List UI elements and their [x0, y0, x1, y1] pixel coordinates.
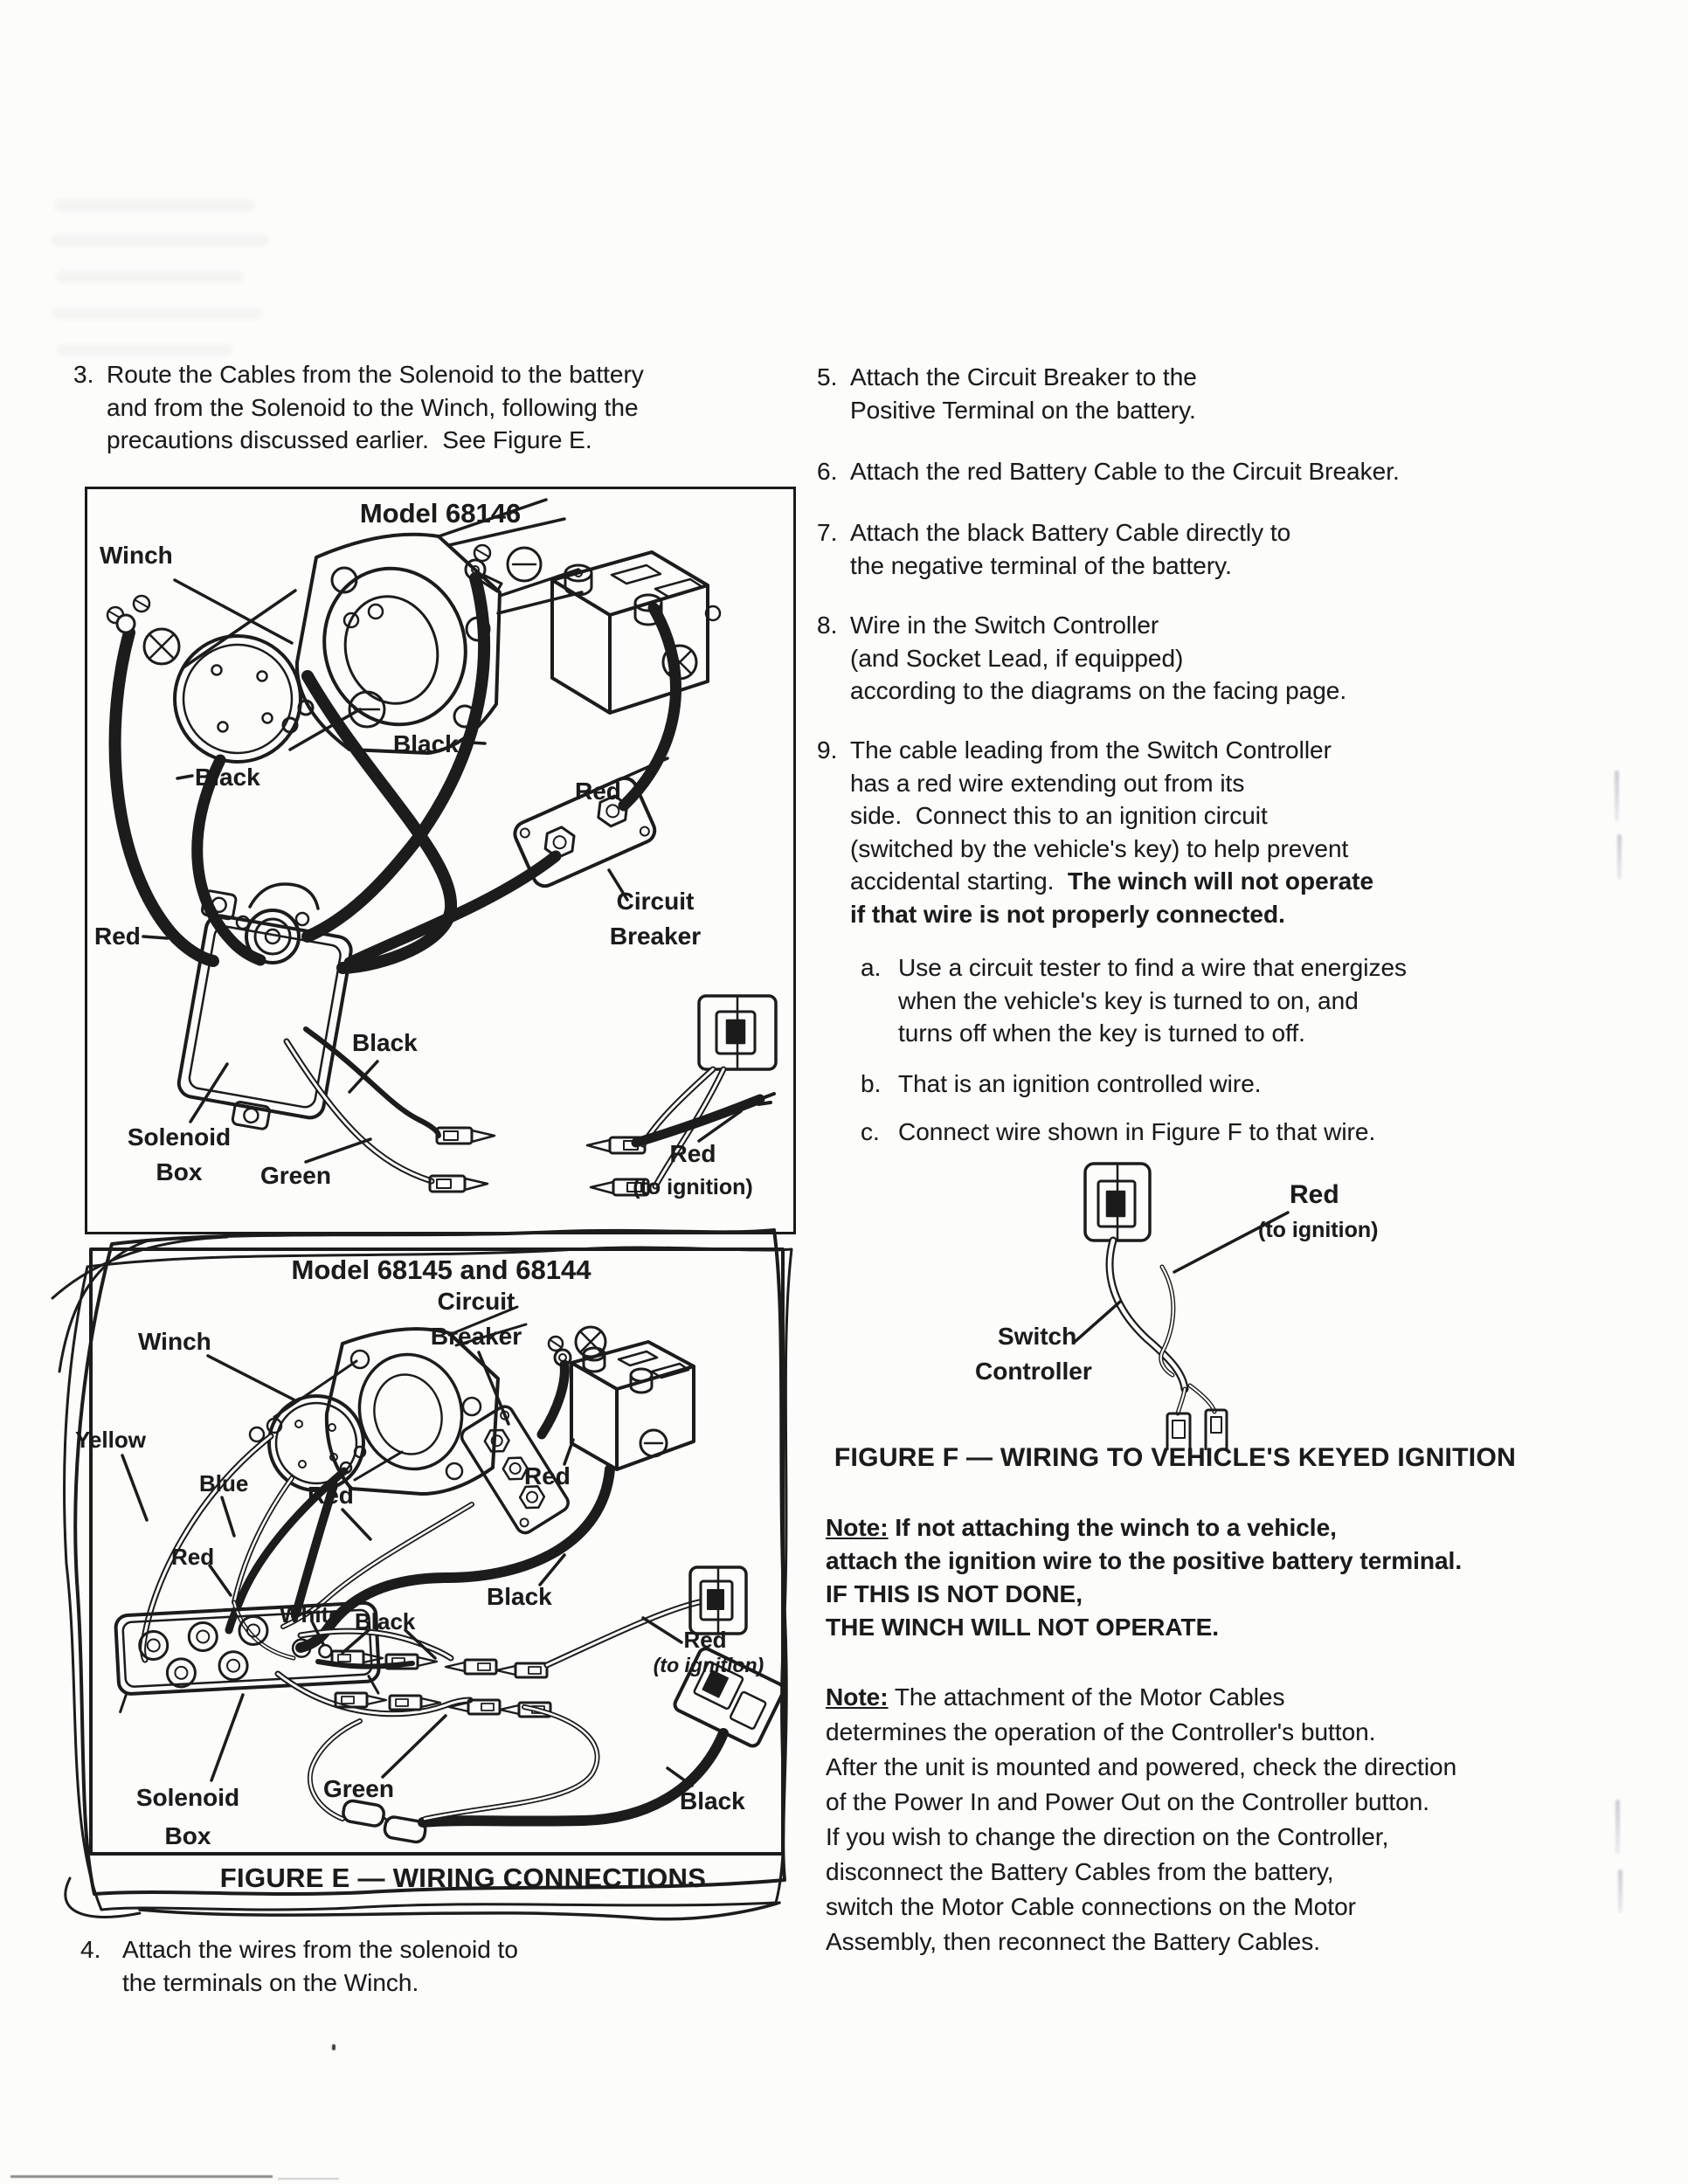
scan-ghosting: [51, 234, 269, 246]
label-black-cable: Black: [680, 1787, 745, 1814]
label-box: Box: [164, 1822, 211, 1849]
label-black-cable: Black: [393, 730, 459, 757]
note-label: Note:: [826, 1683, 889, 1711]
barrel-connectors: [341, 1800, 428, 1843]
label-black-cable: Black: [195, 764, 260, 791]
label-to-ignition: (to ignition): [653, 1654, 764, 1676]
label-green-wire: Green: [260, 1162, 331, 1189]
label-red-wire: Red: [171, 1544, 215, 1570]
step-5-line: Attach the Circuit Breaker to the: [850, 363, 1197, 390]
scan-edge-mark: [278, 2178, 339, 2180]
step-4-line: Attach the wires from the solenoid to: [122, 1936, 518, 1963]
label-leader-lines: [1075, 1213, 1288, 1342]
label-green-wire: Green: [323, 1775, 394, 1802]
note-line: If you wish to change the direction on the Controller,: [826, 1823, 1389, 1850]
note-line: After the unit is mounted and powered, check the direction: [826, 1753, 1457, 1780]
scan-ghosting: [54, 199, 255, 211]
step-7-line: Attach the black Battery Cable directly to: [850, 519, 1291, 546]
step-6-line: Attach the red Battery Cable to the Circuit Breaker.: [850, 458, 1400, 485]
figure-e-model-68145-68144: [35, 1214, 799, 1926]
note-line-part: The attachment of the Motor Cables: [888, 1683, 1285, 1711]
label-red: Red: [683, 1627, 727, 1653]
step-7-text: [850, 516, 1290, 582]
step-7-line: the negative terminal of the battery.: [850, 551, 1232, 579]
step-3-number: 3.: [73, 361, 94, 388]
switch-controller-drawing: [1085, 1164, 1150, 1241]
figure-e-model-68146: [85, 487, 796, 1234]
sub-a-text: [898, 951, 1407, 1050]
label-solenoid: Solenoid: [135, 1784, 240, 1811]
step-4-text: [122, 1933, 518, 1999]
step-9-line: (switched by the vehicle's key) to help prevent: [850, 834, 1349, 862]
label-circuit: Circuit: [437, 1288, 515, 1315]
step-3-line: Route the Cables from the Solenoid to the battery: [107, 361, 644, 388]
step-8-text: [850, 609, 1346, 708]
step-6-number: 6.: [817, 458, 838, 485]
note-line: switch the Motor Cable connections on the Motor: [826, 1893, 1356, 1920]
label-switch: Switch: [998, 1323, 1077, 1350]
step-9-line-bold: The winch will not operate: [1068, 867, 1374, 895]
sub-a-line: turns off when the key is turned to off.: [898, 1019, 1305, 1047]
note-line: Assembly, then reconnect the Battery Cables.: [826, 1928, 1320, 1955]
step-8-line: Wire in the Switch Controller: [850, 612, 1159, 639]
sub-c-text: [898, 1116, 1375, 1149]
step-9-line: The cable leading from the Switch Controller: [850, 736, 1332, 764]
label-solenoid-box: [114, 1779, 262, 1856]
sub-b-letter: b.: [861, 1070, 882, 1097]
scan-smudge: [1615, 771, 1619, 821]
step-3-line: and from the Solenoid to the Winch, following the: [107, 393, 639, 421]
figure-title-model-68145-68144: Model 68145 and 68144: [291, 1254, 591, 1285]
note-line: IF THIS IS NOT DONE,: [826, 1580, 1083, 1607]
scan-ghosting: [52, 308, 262, 320]
figure-f-drawing: [952, 1153, 1477, 1450]
step-3-line: precautions discussed earlier. See Figure E.: [107, 426, 592, 453]
step-5-text: [850, 361, 1197, 426]
step-6-text: [850, 455, 1400, 488]
sub-a-line: when the vehicle's key is turned to on, and: [898, 986, 1359, 1014]
label-black-wire: Black: [352, 1029, 418, 1056]
note-line: determines the operation of the Controller's button.: [826, 1718, 1376, 1745]
label-red: Red: [669, 1140, 716, 1167]
step-9-number: 9.: [817, 736, 838, 764]
battery-drawing: [552, 552, 720, 713]
label-red-cable: Red: [575, 778, 621, 805]
note-line: [826, 1680, 1456, 1715]
label-black-wire: Black: [355, 1608, 416, 1635]
label-solenoid: Solenoid: [127, 1123, 232, 1151]
label-black-cable: Black: [487, 1583, 552, 1610]
step-9-line-bold: if that wire is not properly connected.: [850, 900, 1285, 928]
label-breaker: Breaker: [430, 1323, 522, 1350]
note-line: disconnect the Battery Cables from the battery,: [826, 1858, 1334, 1885]
scan-edge-mark: [10, 2175, 273, 2178]
figure-title-model-68146: Model 68146: [359, 498, 522, 529]
step-9-line-part: accidental starting.: [850, 867, 1069, 895]
label-red: Red: [1290, 1180, 1339, 1209]
label-red-to-ignition: [610, 1137, 776, 1204]
note-ignition-wire: [826, 1511, 1462, 1644]
label-red-cable: Red: [524, 1462, 571, 1489]
step-4-number: 4.: [80, 1936, 101, 1963]
label-red-wire: Red: [308, 1482, 354, 1509]
label-circuit-breaker: [572, 884, 738, 954]
label-winch: Winch: [100, 542, 173, 569]
sub-c-line: Connect wire shown in Figure F to that wire.: [898, 1118, 1376, 1145]
scan-smudge: [1618, 1870, 1622, 1913]
step-5-number: 5.: [817, 363, 838, 390]
scan-smudge: [1615, 1800, 1620, 1854]
step-9-line: has a red wire extending out from its: [850, 769, 1245, 797]
label-yellow-wire: Yellow: [75, 1427, 146, 1453]
figure-f-caption: FIGURE F — WIRING TO VEHICLE'S KEYED IGNITION: [834, 1443, 1517, 1472]
step-8-line: according to the diagrams on the facing page.: [850, 677, 1347, 704]
step-7-number: 7.: [817, 519, 838, 546]
label-breaker: Breaker: [609, 923, 702, 950]
scan-ghosting: [56, 271, 244, 283]
sub-b-text: [898, 1068, 1262, 1101]
label-white-wire: White: [280, 1601, 342, 1628]
figure-f: [952, 1153, 1477, 1450]
note-line: THE WINCH WILL NOT OPERATE.: [826, 1614, 1220, 1641]
red-ignition-wire: [636, 1099, 760, 1143]
scan-speck: [332, 2044, 336, 2050]
winch-motor: [175, 636, 301, 762]
note-line: [826, 1511, 1462, 1545]
note-line-part: If not attaching the winch to a vehicle,: [888, 1514, 1337, 1541]
step-9-text: [850, 734, 1373, 930]
step-5-line: Positive Terminal on the battery.: [850, 396, 1196, 424]
note-label: Note:: [826, 1514, 889, 1541]
battery-drawing: [571, 1342, 694, 1469]
step-9-line: [850, 865, 1373, 898]
sub-c-letter: c.: [861, 1118, 880, 1145]
scan-ghosting: [58, 344, 232, 356]
label-to-ignition: (to ignition): [1258, 1218, 1379, 1242]
label-circuit-breaker: [402, 1284, 550, 1354]
note-line: attach the ignition wire to the positive battery terminal.: [826, 1547, 1463, 1574]
label-controller: Controller: [975, 1358, 1092, 1385]
sub-b-line: That is an ignition controlled wire.: [898, 1070, 1262, 1097]
step-3-text: [107, 358, 644, 457]
sub-a-letter: a.: [861, 954, 882, 981]
label-to-ignition: (to ignition): [633, 1175, 753, 1199]
label-solenoid-box: [105, 1120, 253, 1190]
note-line: of the Power In and Power Out on the Controller button.: [826, 1788, 1430, 1815]
step-8-line: (and Socket Lead, if equipped): [850, 644, 1184, 672]
label-box: Box: [156, 1158, 203, 1185]
label-winch: Winch: [138, 1328, 211, 1355]
step-8-number: 8.: [817, 612, 838, 639]
step-9-line: side. Connect this to an ignition circuit: [850, 802, 1268, 829]
label-red-cable: Red: [94, 923, 141, 950]
scan-smudge: [1617, 834, 1622, 880]
figure-e-caption: FIGURE E — WIRING CONNECTIONS: [219, 1863, 707, 1893]
step-4-line: the terminals on the Winch.: [122, 1968, 419, 1996]
label-circuit: Circuit: [616, 888, 695, 915]
label-blue-wire: Blue: [199, 1470, 249, 1496]
sub-a-line: Use a circuit tester to find a wire that energizes: [898, 954, 1408, 981]
note-motor-cables: [826, 1680, 1456, 1959]
ignition-switch-drawing: [699, 996, 776, 1069]
